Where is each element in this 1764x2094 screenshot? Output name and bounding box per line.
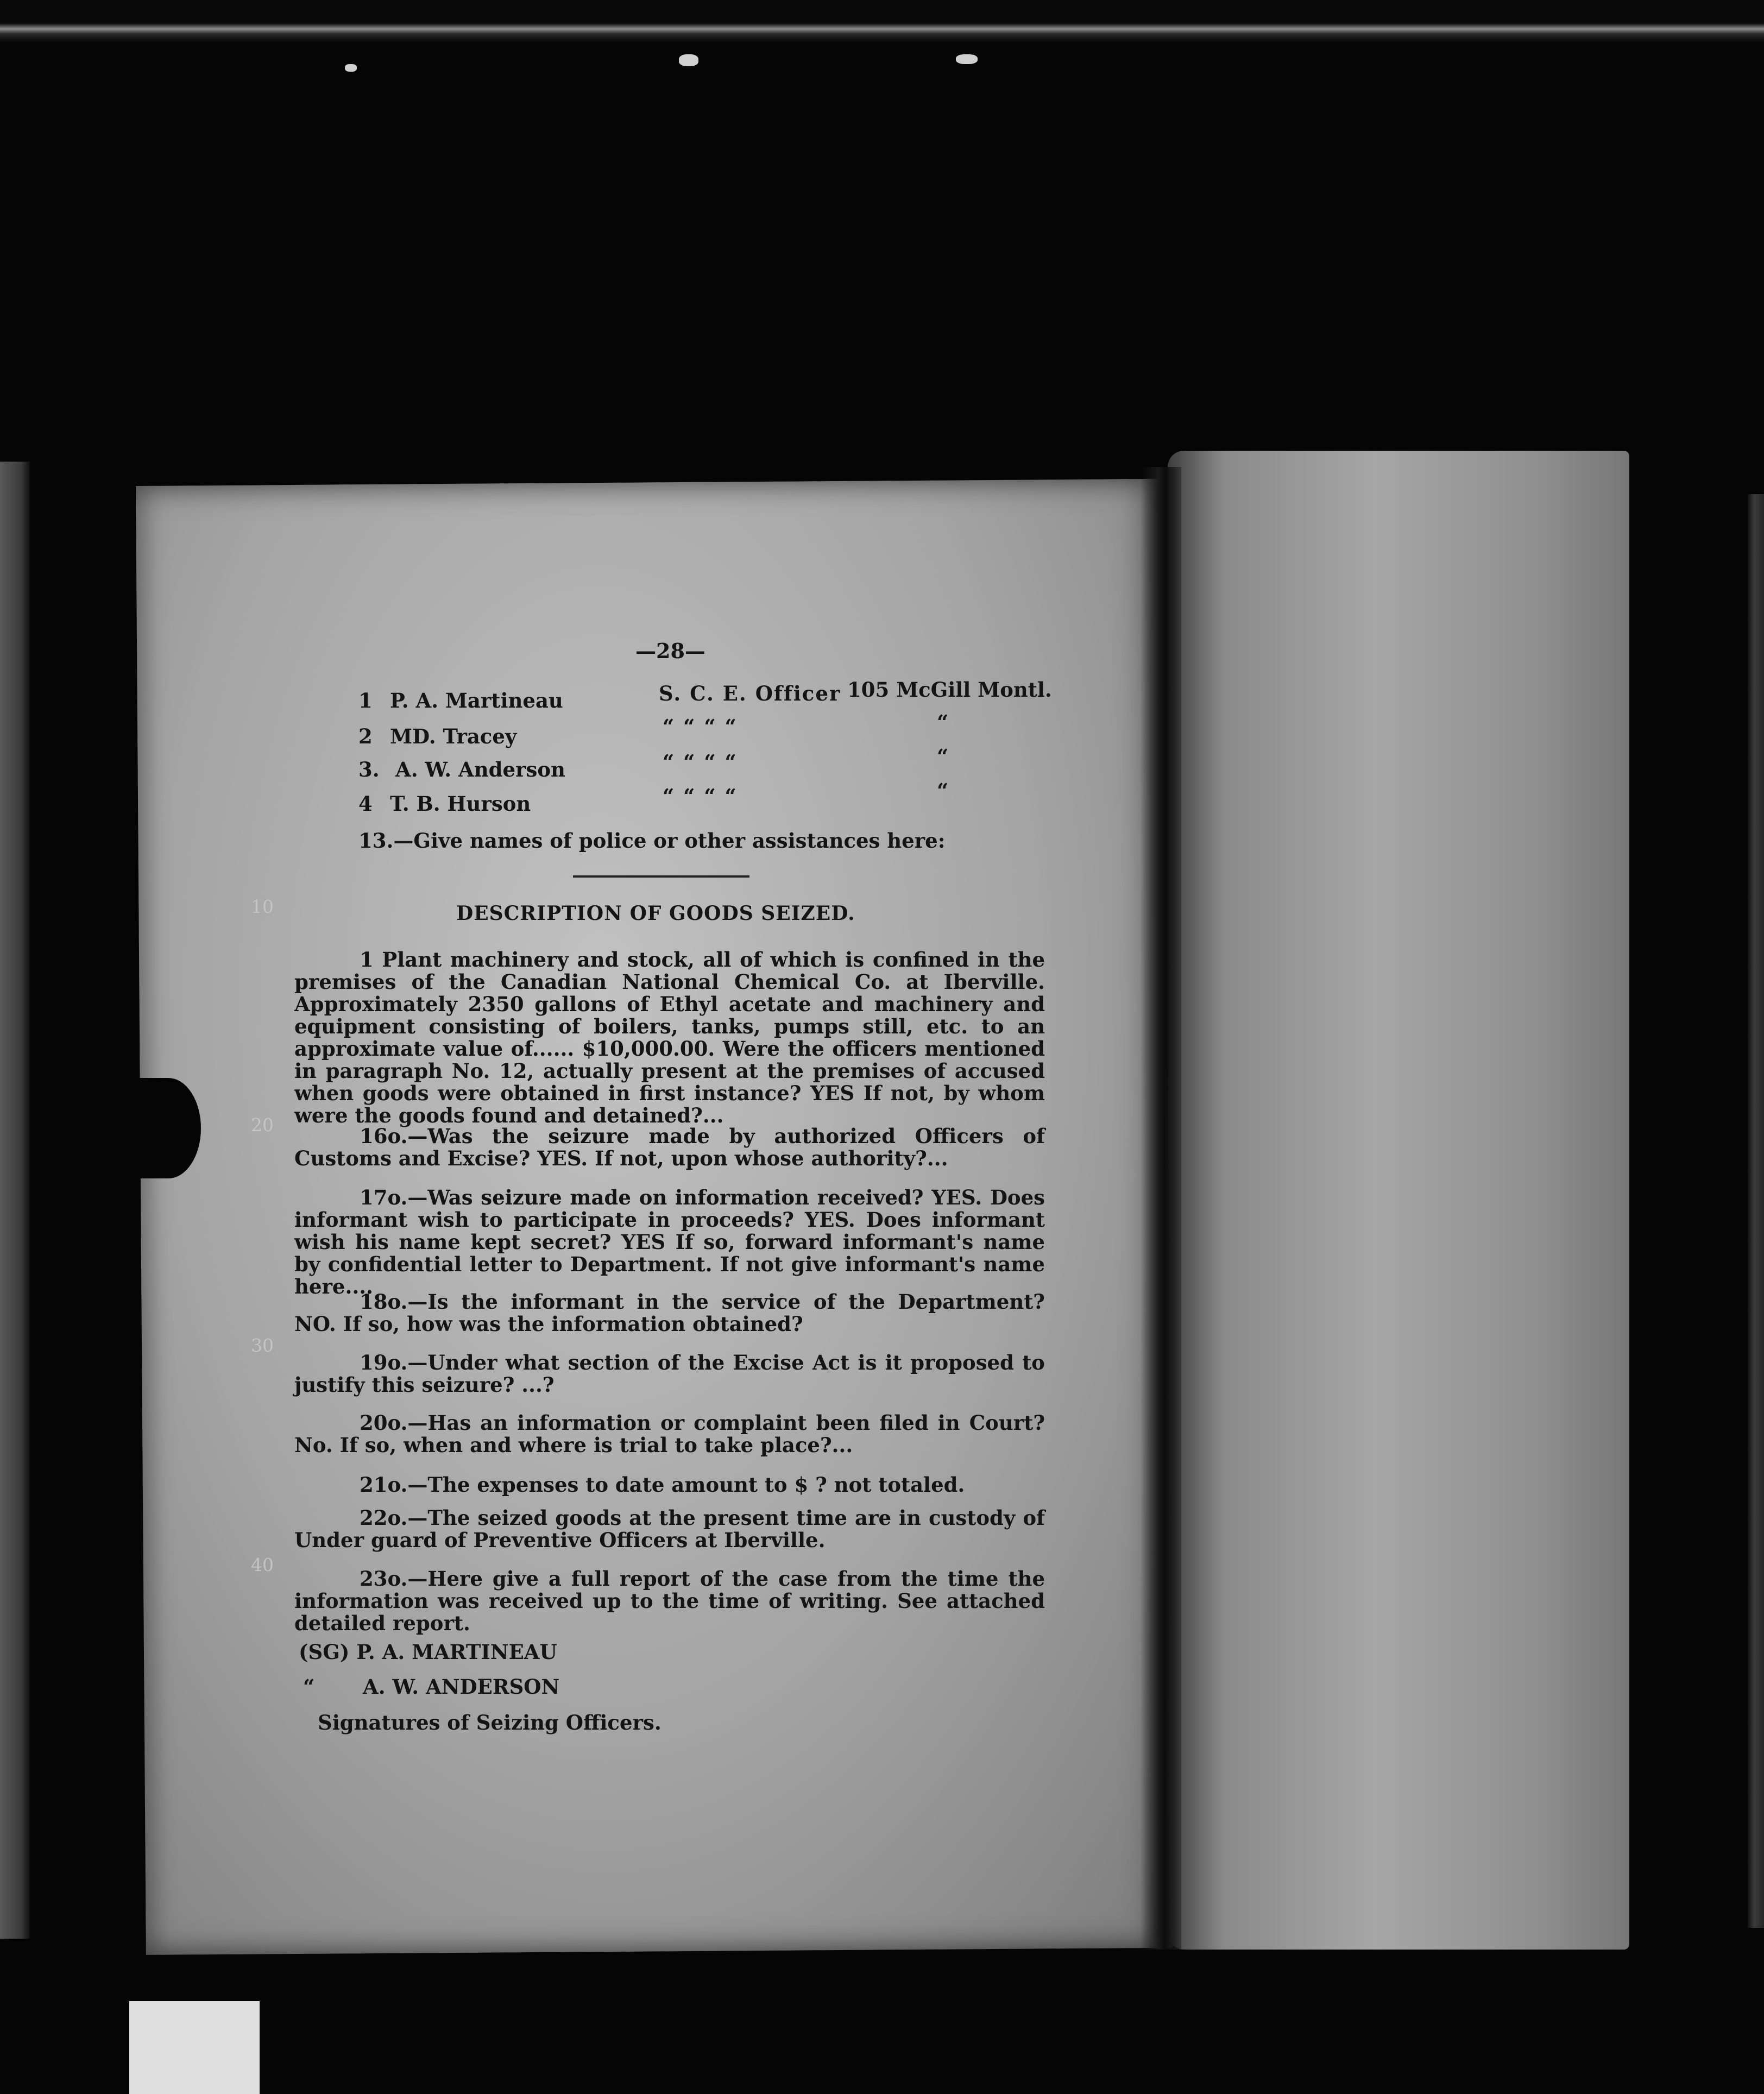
- film-strip-edge: [0, 0, 1764, 42]
- officer-number: 2: [358, 724, 373, 748]
- page-number: —28—: [635, 639, 705, 663]
- paragraph-19o: 19o.—Under what section of the Excise Act is it proposed to justify this seizure? ...?: [294, 1351, 1045, 1397]
- margin-line-number: 20: [251, 1114, 274, 1136]
- signature-line-anderson: A. W. ANDERSON: [363, 1675, 560, 1699]
- film-speck: [956, 54, 978, 64]
- adjacent-page-left: [0, 462, 30, 1939]
- adjacent-page-right: [1748, 494, 1764, 1928]
- officer-address: 105 McGill Montl.: [847, 678, 1052, 702]
- paragraph-16o: 16o.—Was the seizure made by authorized Officers of Customs and Excise? YES. If not, upon whose authority?...: [294, 1124, 1045, 1170]
- signature-caption: Signatures of Seizing Officers.: [318, 1711, 662, 1735]
- officer-number: 1: [358, 689, 373, 712]
- officer-number: 3.: [358, 758, 380, 781]
- officer-rank: “ “ “ “: [663, 784, 738, 808]
- right-page-blank: [1168, 451, 1629, 1950]
- paragraph-23o: 23o.—Here give a full report of the case from the time the information was received up to the time of writing. See attached detailed report.: [294, 1567, 1045, 1635]
- police-assistance-line: 13.—Give names of police or other assistances here:: [358, 829, 946, 853]
- paragraph-21o: 21o.—The expenses to date amount to $ ? not totaled.: [360, 1473, 965, 1497]
- officer-address: “: [937, 745, 949, 768]
- officer-rank: “ “ “ “: [663, 715, 738, 739]
- margin-line-number: 40: [251, 1554, 274, 1575]
- film-speck: [679, 54, 698, 66]
- margin-line-number: 10: [251, 896, 274, 917]
- signature-line-martineau: (SG) P. A. MARTINEAU: [299, 1640, 557, 1664]
- officer-address: “: [937, 710, 949, 734]
- margin-line-number: 30: [251, 1335, 274, 1356]
- officer-name: A. W. Anderson: [395, 758, 565, 781]
- section-divider: [573, 875, 749, 878]
- paragraph-17o: 17o.—Was seizure made on information received? YES. Does informant wish to participate in proceeds? YES. Does informant wish his name kept secret? YES If so, forward informant's name by confidential letter to Department. If not give informant's name here....: [294, 1185, 1045, 1298]
- paragraph-20o: 20o.—Has an information or complaint been filed in Court? No. If so, when and where is trial to take place?...: [294, 1411, 1045, 1457]
- officer-rank: “ “ “ “: [663, 750, 738, 774]
- book-gutter: [1141, 467, 1181, 1950]
- paragraph-18o: 18o.—Is the informant in the service of the Department? NO. If so, how was the information obtained?: [294, 1290, 1045, 1336]
- officer-name: P. A. Martineau: [390, 689, 563, 712]
- paragraph-goods-description: 1 Plant machinery and stock, all of which is confined in the premises of the Canadian National Chemical Co. at Iberville. Approximately 2350 gallons of Ethyl acetate and machinery and equipment consisting of boilers, tanks, pumps still, etc. to an approximate value of...... $10,000.00. Were the officers mentioned in paragraph No. 12, actually present at the premises of accused when goods were obtained in first instance? YES If not, by whom were the goods found and detained?...: [294, 948, 1045, 1127]
- target-card: [129, 2001, 260, 2094]
- officer-number: 4: [358, 792, 373, 816]
- officer-rank: S. C. E. Officer: [659, 682, 841, 705]
- film-speck: [345, 64, 357, 72]
- officer-name: MD. Tracey: [390, 724, 517, 748]
- page-notch: [136, 1078, 201, 1178]
- section-heading: DESCRIPTION OF GOODS SEIZED.: [456, 902, 855, 925]
- officer-name: T. B. Hurson: [390, 792, 531, 816]
- paragraph-22o: 22o.—The seized goods at the present time are in custody of Under guard of Preventive Officers at Iberville.: [294, 1506, 1045, 1552]
- officer-address: “: [937, 779, 949, 803]
- signature-ditto-mark: “: [303, 1675, 315, 1699]
